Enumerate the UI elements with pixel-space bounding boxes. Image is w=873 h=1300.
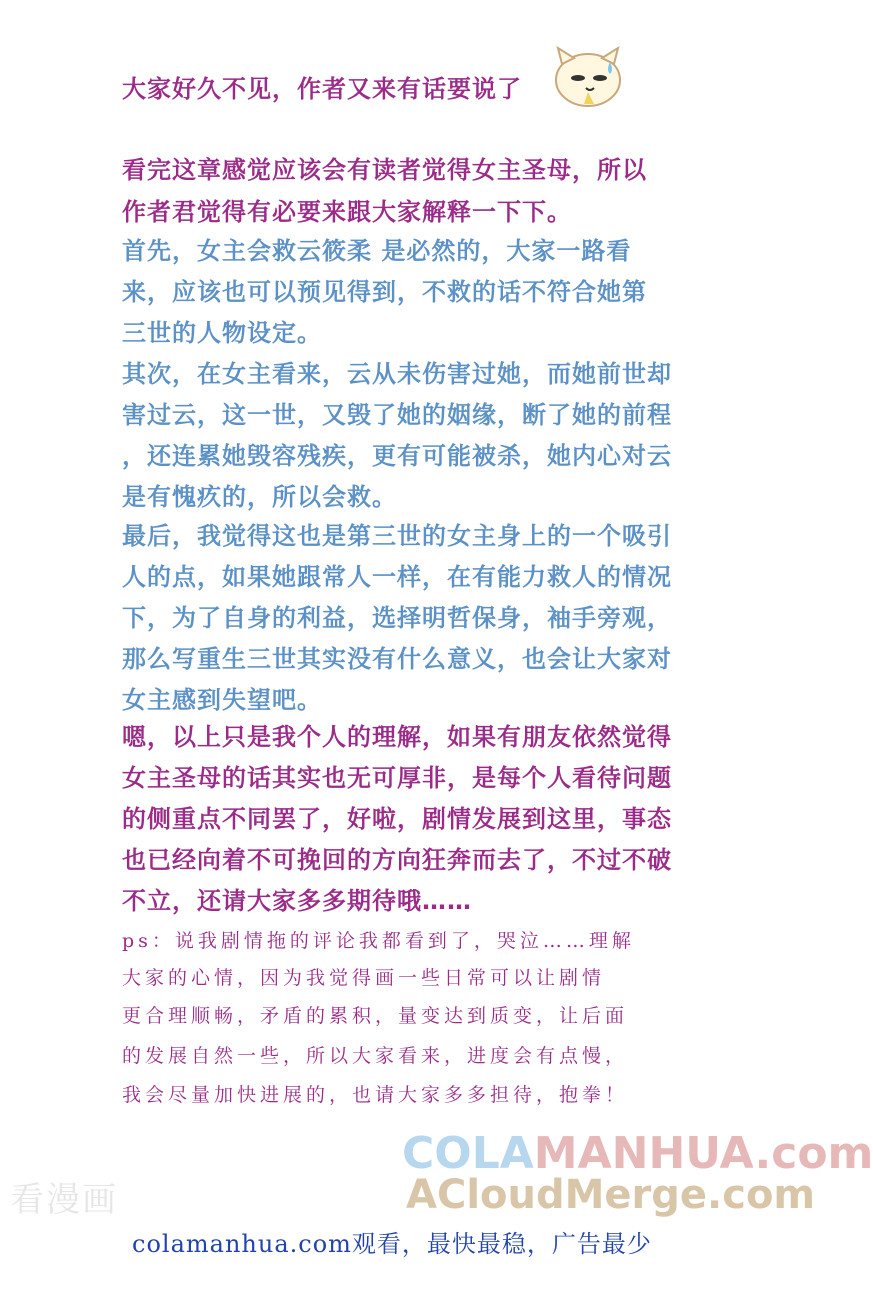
first-line-3: 三世的人物设定。 [122,319,322,347]
third-line-1: 最后，我觉得这也是第三世的女主身上的一个吸引 [122,522,672,550]
footer-link[interactable]: colamanhua.com观看，最快最稳，广告最少 [132,1230,652,1258]
closing-line-4: 也已经向着不可挽回的方向狂奔而去了，不过不破 [122,846,672,874]
second-line-2: 害过云，这一世，又毁了她的姻缘，断了她的前程 [122,401,672,429]
third-line-3: 下，为了自身的利益，选择明哲保身，袖手旁观， [122,604,672,632]
second-line-1: 其次，在女主看来，云从未伤害过她，而她前世却 [122,360,672,388]
closing-line-5: 不立，还请大家多多期待哦…… [122,887,472,915]
closing-line-2: 女主圣母的话其实也无可厚非，是每个人看待问题 [122,764,672,792]
ps-line-3: 更合理顺畅，矛盾的累积，量变达到质变，让后面 [122,1005,629,1027]
third-line-4: 那么写重生三世其实没有什么意义，也会让大家对 [122,645,672,673]
watermark-acloudmerge: ACloudMerge.com [406,1172,816,1218]
closing-line-1: 嗯，以上只是我个人的理解，如果有朋友依然觉得 [122,723,672,751]
first-line-2: 来，应该也可以预见得到，不救的话不符合她第 [122,278,647,306]
ps-line-1: ps：说我剧情拖的评论我都看到了，哭泣……理解 [122,930,635,952]
ps-line-4: 的发展自然一些，所以大家看来，进度会有点慢， [122,1045,629,1067]
second-line-3: ，还连累她毁容残疾，更有可能被杀，她内心对云 [122,442,672,470]
third-line-5: 女主感到失望吧。 [122,686,322,714]
intro-line-2: 作者君觉得有必要来跟大家解释一下下。 [122,198,572,226]
intro-line-1: 看完这章感觉应该会有读者觉得女主圣母，所以 [122,156,647,184]
sweating-cat-mascot-icon [548,42,628,110]
closing-line-3: 的侧重点不同罢了，好啦，剧情发展到这里，事态 [122,805,672,833]
watermark-left: 看漫画 [10,1180,118,1220]
heading: 大家好久不见，作者又来有话要说了 [122,75,522,103]
ps-line-2: 大家的心情，因为我觉得画一些日常可以让剧情 [122,967,606,989]
second-line-4: 是有愧疚的，所以会救。 [122,483,397,511]
watermark-cola-part2: MANHUA.com [533,1128,873,1179]
ps-line-5: 我会尽量加快进展的，也请大家多多担待，抱拳！ [122,1084,629,1106]
watermark-cola-part1: COLA [402,1128,534,1179]
first-line-1: 首先，女主会救云筱柔 是必然的，大家一路看 [122,237,632,265]
third-line-2: 人的点，如果她跟常人一样，在有能力救人的情况 [122,563,672,591]
